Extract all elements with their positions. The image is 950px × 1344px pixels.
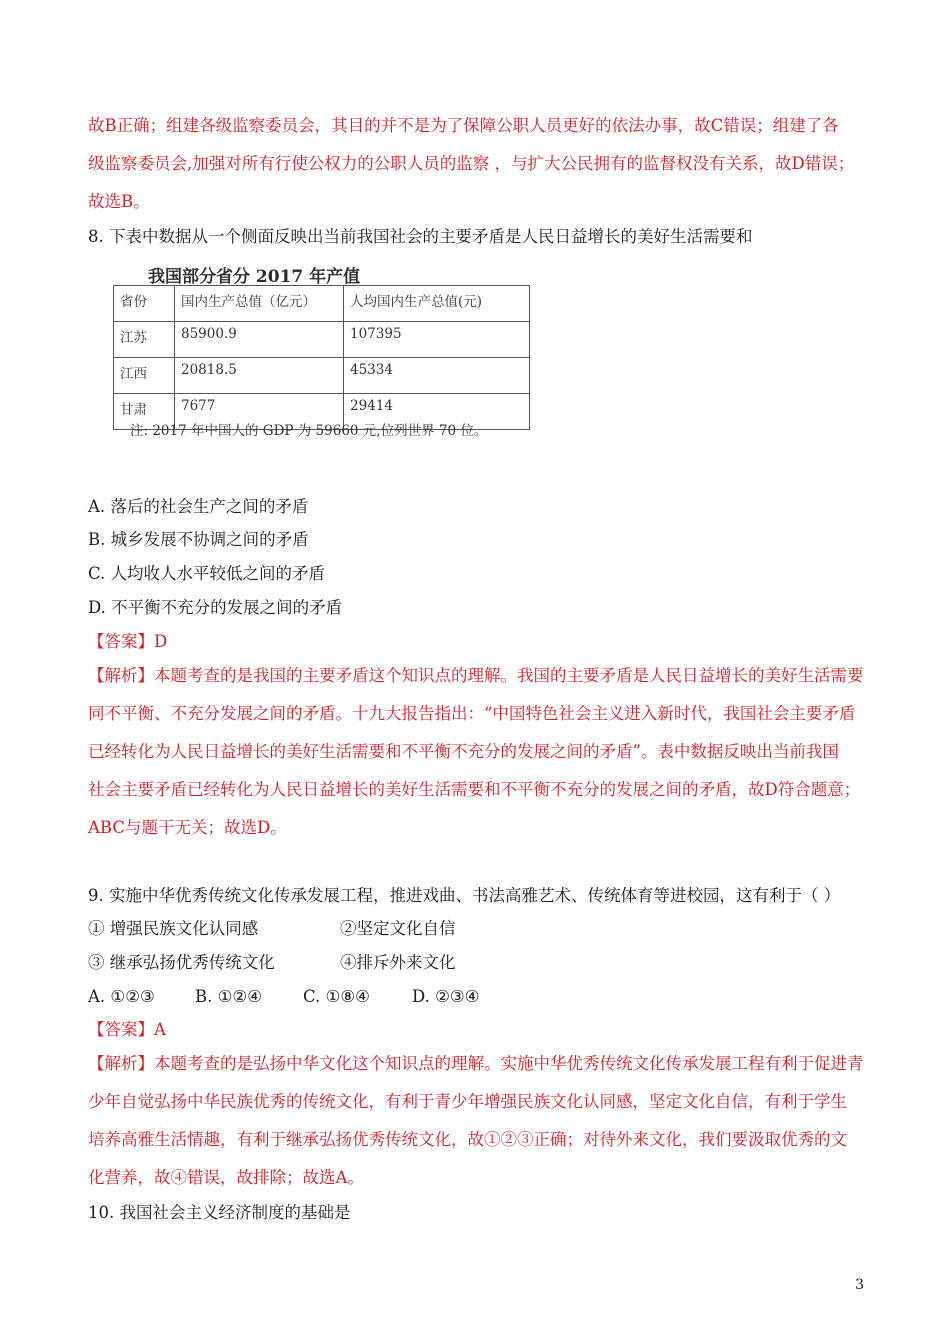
q9-item-3: ③ 继承弘扬优秀传统文化 [88,953,275,972]
q9-item-4: ④排斥外来文化 [340,953,456,972]
q9-choice-c: C. ①⑧④ [303,987,370,1006]
q9-analysis-line-2: 少年自觉弘扬中华民族优秀的传统文化，有利于青少年增强民族文化认同感，坚定文化自信，有利于学生 [88,1092,847,1111]
table-cell: 20818.5 [175,358,344,394]
q9-analysis-line-3: 培养高雅生活情趣，有利于继承弘扬优秀传统文化，故①②③正确；对待外来文化，我们要汲取优秀的文 [88,1130,847,1149]
table-cell: 107395 [344,322,530,358]
q9-analysis-line-4: 化营养，故④错误，故排除；故选A。 [88,1168,364,1187]
table-row [114,358,530,394]
q8-option-c: C. 人均收人水平较低之间的矛盾 [88,564,326,583]
q8-option-b: B. 城乡发展不协调之间的矛盾 [88,530,309,549]
q9-item-1: ① 增强民族文化认同感 [88,919,259,938]
q8-table-title: 我国部分省分 2017 年产值 [148,267,361,287]
q8-analysis-line-2: 同不平衡、不充分发展之间的矛盾。十九大报告指出：“中国特色社会主义进入新时代，我国社会主要矛盾 [88,704,856,723]
q8-analysis-line-1: 【解析】本题考查的是我国的主要矛盾这个知识点的理解。我国的主要矛盾是人民日益增长的美好生活需要 [88,666,864,685]
q9-answer: 【答案】A [88,1020,166,1039]
q9-stem: 9. 实施中华优秀传统文化传承发展工程，推进戏曲、书法高雅艺术、传统体育等进校园，这有利于（ ） [88,886,841,905]
prev-analysis-line-2: 级监察委员会,加强对所有行使公权力的公职人员的监察 ，与扩大公民拥有的监督权没有关系，故D错误； [88,154,855,173]
q8-analysis-line-5: ABC与题干无关；故选D。 [88,818,287,837]
table-header-cell: 国内生产总值（亿元） [175,286,344,322]
page-number: 3 [855,1277,864,1293]
table-header-cell: 人均国内生产总值(元) [344,286,530,322]
prev-analysis-line-1: 故B正确；组建各级监察委员会，其目的并不是为了保障公职人员更好的依法办事，故C错误；组建了各 [88,116,839,135]
q9-analysis-line-1: 【解析】本题考查的是弘扬中华文化这个知识点的理解。实施中华优秀传统文化传承发展工程有利于促进青 [88,1054,864,1073]
table-cell: 江苏 [114,322,175,358]
q8-answer: 【答案】D [88,632,168,651]
q8-analysis-line-4: 社会主要矛盾已经转化为人民日益增长的美好生活需要和不平衡不充分的发展之间的矛盾，故D符合题意； [88,780,861,799]
table-row [114,322,530,358]
table-cell: 7677 [175,394,344,430]
q9-choice-b: B. ①②④ [195,987,262,1006]
q9-choice-d: D. ②③④ [412,987,480,1006]
q8-gdp-table [113,285,530,430]
table-cell: 江西 [114,358,175,394]
table-header-cell: 省份 [114,286,175,322]
table-header-row [114,286,530,322]
prev-analysis-line-3: 故选B。 [88,192,150,211]
q9-item-2: ②坚定文化自信 [340,919,456,938]
table-cell: 29414 [344,394,530,430]
q10-stem: 10. 我国社会主义经济制度的基础是 [88,1203,351,1222]
table-cell: 甘肃 [114,394,175,430]
q8-option-a: A. 落后的社会生产之间的矛盾 [88,497,309,516]
q9-choice-a: A. ①②③ [88,987,155,1006]
q8-option-d: D. 不平衡不充分的发展之间的矛盾 [88,598,343,617]
table-cell: 45334 [344,358,530,394]
q8-stem: 8. 下表中数据从一个侧面反映出当前我国社会的主要矛盾是人民日益增长的美好生活需要和 [88,227,753,246]
q8-table-note: 注: 2017 年中国人的 GDP 为 59660 元,位列世界 70 位。 [130,423,488,439]
q8-analysis-line-3: 已经转化为人民日益增长的美好生活需要和不平衡不充分的发展之间的矛盾”。表中数据反映出当前我国 [88,742,839,761]
table-cell: 85900.9 [175,322,344,358]
